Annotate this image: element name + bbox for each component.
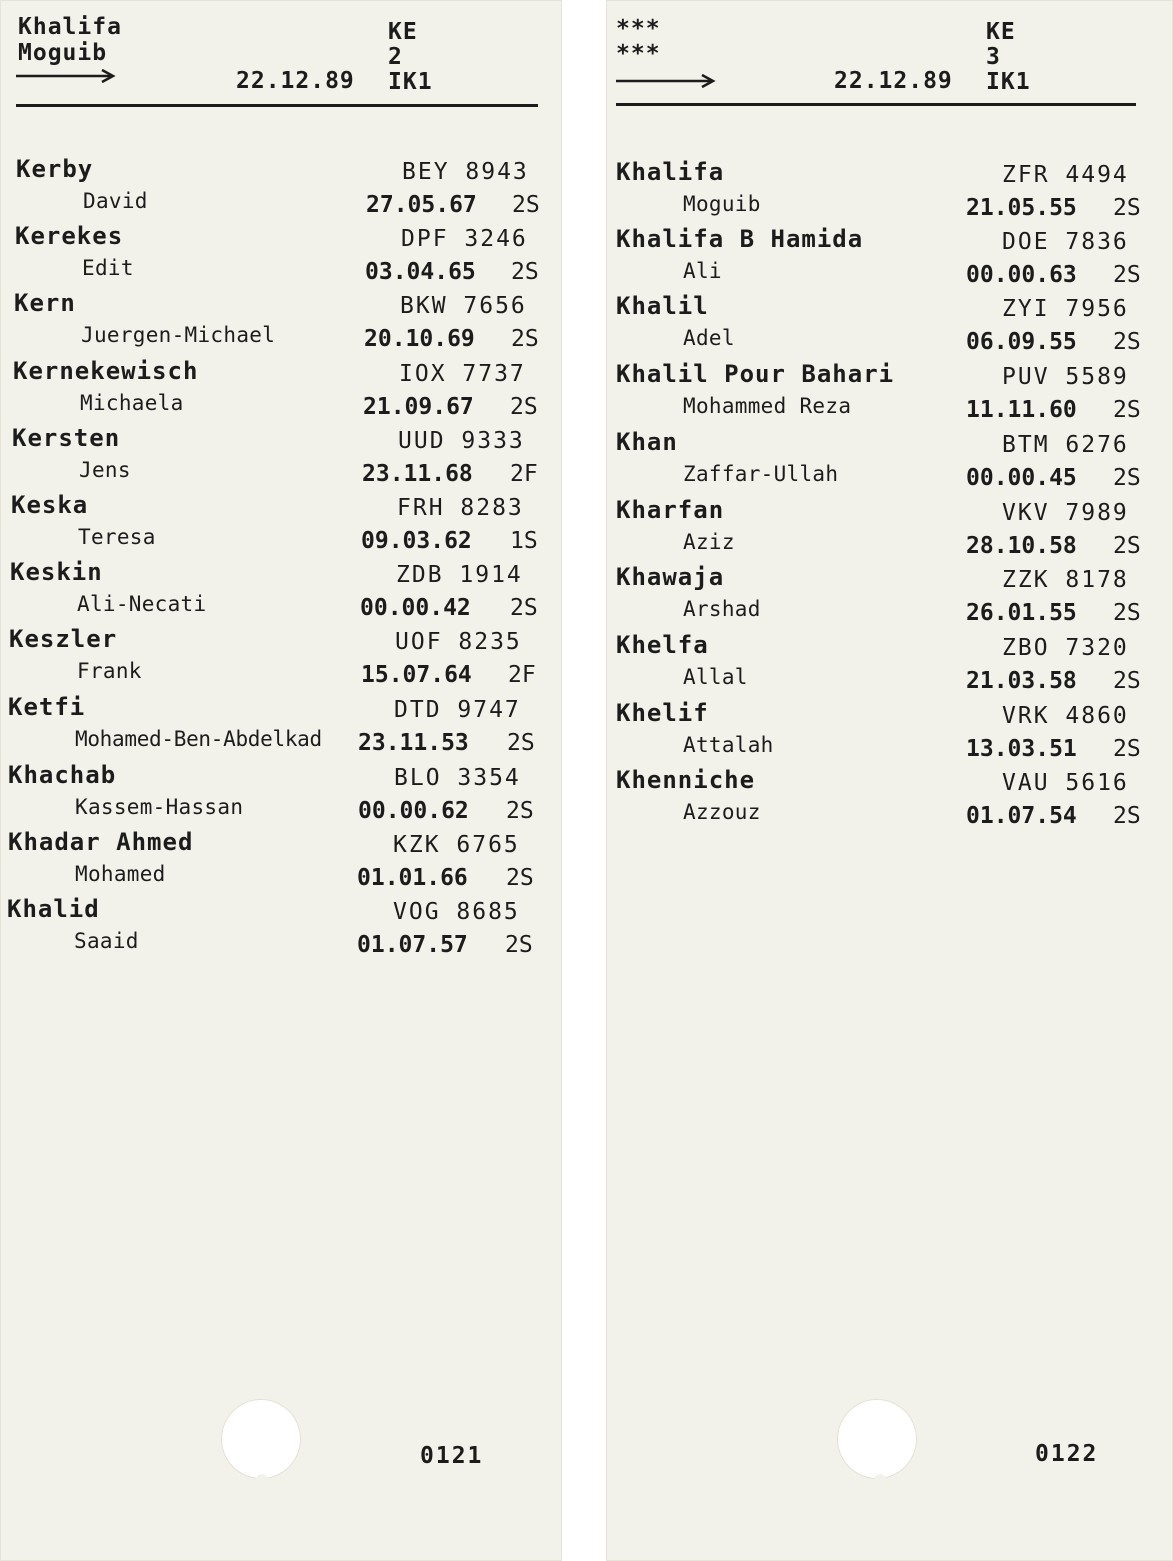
punch-hole-notch bbox=[874, 1474, 886, 1486]
entry-code: DOE 7836 bbox=[1002, 229, 1129, 255]
list-item bbox=[13, 357, 543, 424]
entry-code: VOG 8685 bbox=[393, 899, 520, 925]
header-date: 22.12.89 bbox=[236, 68, 355, 94]
entry-surname: Khalid bbox=[7, 895, 100, 923]
punch-hole-notch bbox=[256, 1474, 268, 1486]
entry-surname: Khelif bbox=[616, 699, 709, 727]
arrow-right-icon bbox=[616, 73, 716, 89]
entry-birth-date: 26.01.55 bbox=[966, 600, 1077, 626]
header-name-line2: Moguib bbox=[18, 40, 108, 66]
entry-given-name: Attalah bbox=[683, 733, 774, 757]
entry-code: FRH 8283 bbox=[397, 495, 524, 521]
entry-birth-date: 20.10.69 bbox=[364, 326, 475, 352]
gutter bbox=[562, 0, 606, 1561]
entry-birth-date: 06.09.55 bbox=[966, 329, 1077, 355]
arrow-right-icon bbox=[16, 68, 116, 84]
entry-code: VRK 4860 bbox=[1002, 703, 1129, 729]
entry-surname: Khadar Ahmed bbox=[8, 828, 194, 856]
entry-birth-date: 01.01.66 bbox=[357, 865, 468, 891]
entry-given-name: Frank bbox=[77, 659, 142, 683]
list-item bbox=[616, 158, 1146, 225]
list-item bbox=[8, 693, 543, 760]
list-item bbox=[14, 289, 544, 356]
entry-given-name: Adel bbox=[683, 326, 735, 350]
entry-given-name: Arshad bbox=[683, 597, 761, 621]
header-rule bbox=[616, 103, 1136, 106]
entry-surname: Kersten bbox=[12, 424, 121, 452]
entry-birth-date: 11.11.60 bbox=[966, 397, 1077, 423]
entry-birth-date: 21.09.67 bbox=[363, 394, 474, 420]
entry-code: IOX 7737 bbox=[399, 361, 526, 387]
header-name-line1: *** bbox=[616, 16, 661, 42]
entry-given-name: Juergen-Michael bbox=[81, 323, 276, 347]
entry-surname: Khalil Pour Bahari bbox=[616, 360, 895, 388]
entry-status: 2F bbox=[508, 662, 536, 688]
entry-birth-date: 00.00.45 bbox=[966, 465, 1077, 491]
entry-birth-date: 21.05.55 bbox=[966, 195, 1077, 221]
entry-given-name: Aziz bbox=[683, 530, 735, 554]
list-item bbox=[15, 222, 545, 289]
list-item bbox=[616, 360, 1146, 427]
list-item bbox=[616, 225, 1146, 292]
list-item bbox=[10, 558, 540, 625]
punch-hole bbox=[838, 1400, 916, 1478]
list-item bbox=[616, 292, 1146, 359]
list-item bbox=[616, 699, 1146, 766]
header-code-line2: 3 bbox=[986, 44, 1001, 70]
list-item bbox=[616, 563, 1146, 630]
entry-status: 2S bbox=[507, 730, 535, 756]
entry-status: 2S bbox=[505, 932, 533, 958]
entry-given-name: Jens bbox=[79, 458, 131, 482]
entry-code: BLO 3354 bbox=[394, 765, 521, 791]
entry-code: DTD 9747 bbox=[394, 697, 521, 723]
entry-code: UUD 9333 bbox=[398, 428, 525, 454]
entry-birth-date: 23.11.53 bbox=[358, 730, 469, 756]
list-item bbox=[616, 766, 1146, 833]
entry-code: KZK 6765 bbox=[393, 832, 520, 858]
entry-status: 2S bbox=[1113, 465, 1141, 491]
entry-status: 2S bbox=[1113, 195, 1141, 221]
entry-given-name: Edit bbox=[82, 256, 134, 280]
entry-surname: Khalil bbox=[616, 292, 709, 320]
entry-birth-date: 21.03.58 bbox=[966, 668, 1077, 694]
list-item bbox=[616, 631, 1146, 698]
list-item bbox=[616, 496, 1146, 563]
entry-status: 2S bbox=[1113, 533, 1141, 559]
entry-surname: Khachab bbox=[8, 761, 117, 789]
entry-surname: Khalifa bbox=[616, 158, 725, 186]
list-item bbox=[11, 491, 541, 558]
entry-status: 2S bbox=[511, 259, 539, 285]
entry-status: 2S bbox=[1113, 262, 1141, 288]
entry-birth-date: 01.07.54 bbox=[966, 803, 1077, 829]
list-item bbox=[16, 155, 546, 222]
entry-surname: Khalifa B Hamida bbox=[616, 225, 864, 253]
header-code-line1: KE bbox=[986, 19, 1016, 45]
entry-surname: Kerby bbox=[16, 155, 94, 183]
entry-birth-date: 28.10.58 bbox=[966, 533, 1077, 559]
header-code-line3: IK1 bbox=[986, 69, 1031, 95]
index-card-right bbox=[606, 0, 1173, 1561]
entry-given-name: Ali bbox=[683, 259, 722, 283]
entry-code: UOF 8235 bbox=[395, 629, 522, 655]
entry-surname: Kern bbox=[14, 289, 76, 317]
list-item bbox=[12, 424, 542, 491]
entry-status: 2S bbox=[1113, 397, 1141, 423]
entry-code: DPF 3246 bbox=[401, 226, 528, 252]
entry-given-name: David bbox=[83, 189, 148, 213]
entry-code: PUV 5589 bbox=[1002, 364, 1129, 390]
entry-given-name: Mohamed bbox=[75, 862, 166, 886]
list-item bbox=[9, 625, 539, 692]
header-name-line1: Khalifa bbox=[18, 14, 122, 40]
entry-given-name: Mohammed Reza bbox=[683, 394, 852, 418]
entry-code: ZYI 7956 bbox=[1002, 296, 1129, 322]
entry-given-name: Teresa bbox=[78, 525, 156, 549]
entry-code: ZFR 4494 bbox=[1002, 162, 1129, 188]
header-name-line2: *** bbox=[616, 41, 661, 67]
entry-given-name: Michaela bbox=[80, 391, 184, 415]
entry-birth-date: 23.11.68 bbox=[362, 461, 473, 487]
header-rule bbox=[16, 104, 538, 107]
header-code-line2: 2 bbox=[388, 44, 403, 70]
entry-birth-date: 03.04.65 bbox=[365, 259, 476, 285]
list-item bbox=[616, 428, 1146, 495]
entry-given-name: Ali-Necati bbox=[77, 592, 207, 616]
entry-birth-date: 00.00.42 bbox=[360, 595, 471, 621]
entry-status: 2F bbox=[510, 461, 538, 487]
entry-birth-date: 27.05.67 bbox=[366, 192, 477, 218]
entry-given-name: Allal bbox=[683, 665, 748, 689]
entry-code: BTM 6276 bbox=[1002, 432, 1129, 458]
entry-surname: Kharfan bbox=[616, 496, 725, 524]
entry-birth-date: 13.03.51 bbox=[966, 736, 1077, 762]
header-code-line3: IK1 bbox=[388, 69, 433, 95]
header-date: 22.12.89 bbox=[834, 68, 953, 94]
entry-status: 2S bbox=[1113, 803, 1141, 829]
list-item bbox=[8, 761, 543, 828]
entry-code: BEY 8943 bbox=[402, 159, 529, 185]
entry-code: ZZK 8178 bbox=[1002, 567, 1129, 593]
list-item bbox=[7, 895, 542, 962]
entry-surname: Khawaja bbox=[616, 563, 725, 591]
entry-status: 2S bbox=[1113, 736, 1141, 762]
entry-code: ZBO 7320 bbox=[1002, 635, 1129, 661]
entry-surname: Khelfa bbox=[616, 631, 709, 659]
entry-code: VKV 7989 bbox=[1002, 500, 1129, 526]
entry-birth-date: 09.03.62 bbox=[361, 528, 472, 554]
entry-status: 2S bbox=[510, 595, 538, 621]
entry-status: 1S bbox=[510, 528, 538, 554]
header-code-line1: KE bbox=[388, 19, 418, 45]
entry-surname: Keszler bbox=[9, 625, 118, 653]
entry-given-name: Kassem-Hassan bbox=[75, 795, 244, 819]
page-number: 0121 bbox=[420, 1443, 484, 1469]
index-card-left bbox=[0, 0, 562, 1561]
entry-status: 2S bbox=[1113, 600, 1141, 626]
entry-code: BKW 7656 bbox=[400, 293, 527, 319]
punch-hole bbox=[222, 1400, 300, 1478]
entry-status: 2S bbox=[512, 192, 540, 218]
entry-status: 2S bbox=[511, 326, 539, 352]
entry-birth-date: 15.07.64 bbox=[361, 662, 472, 688]
entry-status: 2S bbox=[1113, 329, 1141, 355]
entry-surname: Khenniche bbox=[616, 766, 756, 794]
entry-given-name: Mohamed-Ben-Abdelkad bbox=[75, 727, 322, 751]
entry-surname: Kerekes bbox=[15, 222, 124, 250]
entry-status: 2S bbox=[1113, 668, 1141, 694]
entry-surname: Ketfi bbox=[8, 693, 86, 721]
entry-surname: Kernekewisch bbox=[13, 357, 199, 385]
entry-surname: Khan bbox=[616, 428, 678, 456]
entry-surname: Keskin bbox=[10, 558, 103, 586]
page-number: 0122 bbox=[1035, 1441, 1099, 1467]
entry-given-name: Azzouz bbox=[683, 800, 761, 824]
entry-birth-date: 00.00.63 bbox=[966, 262, 1077, 288]
entry-birth-date: 00.00.62 bbox=[358, 798, 469, 824]
list-item bbox=[8, 828, 543, 895]
entry-given-name: Saaid bbox=[74, 929, 139, 953]
entry-given-name: Moguib bbox=[683, 192, 761, 216]
entry-given-name: Zaffar-Ullah bbox=[683, 462, 839, 486]
entry-surname: Keska bbox=[11, 491, 89, 519]
entry-birth-date: 01.07.57 bbox=[357, 932, 468, 958]
entry-code: VAU 5616 bbox=[1002, 770, 1129, 796]
entry-status: 2S bbox=[510, 394, 538, 420]
entry-code: ZDB 1914 bbox=[396, 562, 523, 588]
entry-status: 2S bbox=[506, 865, 534, 891]
entry-status: 2S bbox=[506, 798, 534, 824]
